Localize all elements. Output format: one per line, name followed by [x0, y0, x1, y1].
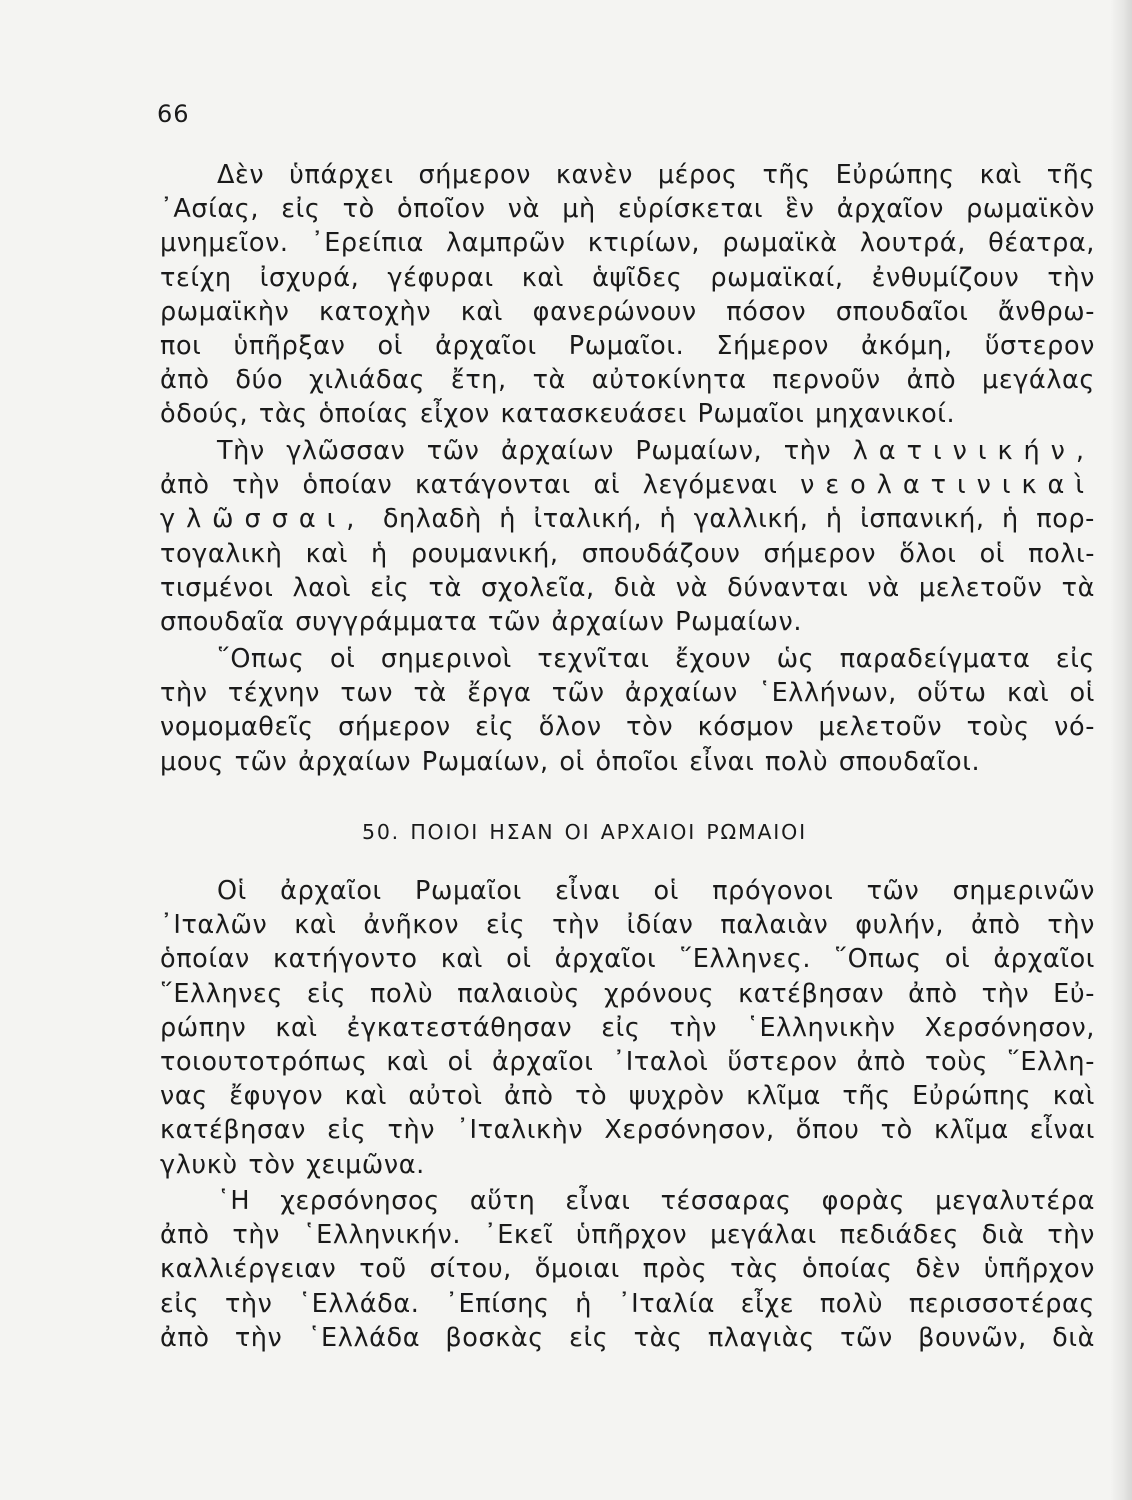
text-line: ἀπὸ τὴν ῾Ελλάδα βοσκὰς εἰς τὰς πλαγιὰς τῶν βουνῶν, διὰ — [160, 1322, 1095, 1353]
text-line: μους τῶν ἀρχαίων Ρωμαίων, οἱ ὁποῖοι εἶναι πολὺ σπουδαῖοι. — [160, 746, 981, 777]
spaced-emphasis: λατινικήν, — [852, 436, 1095, 466]
text-line — [160, 468, 1095, 502]
paragraph-roman-law — [160, 642, 1095, 779]
text-line: καλλιέργειαν τοῦ σίτου, ὅμοιαι πρὸς τὰς ὁποίας δὲν ὑπῆρχον — [160, 1254, 1095, 1285]
text-line: ὁποίαν κατήγοντο καὶ οἱ ἀρχαῖοι ῞Ελληνες. ῞Οπως οἱ ἀρχαῖοι — [160, 944, 1095, 975]
section-heading: 50. ΠΟΙΟΙ ΗΣΑΝ ΟΙ ΑΡΧΑΙΟΙ ΡΩΜΑΙΟΙ — [362, 820, 807, 844]
text-line: τισμένοι λαοὶ εἰς τὰ σχολεῖα, διὰ νὰ δύνανται νὰ μελετοῦν τὰ — [160, 572, 1095, 603]
text-line: κατέβησαν εἰς τὴν ᾿Ιταλικὴν Χερσόνησον, ὅπου τὸ κλῖμα εἶναι — [160, 1115, 1095, 1146]
text-line: ρώπην καὶ ἐγκατεστάθησαν εἰς τὴν ῾Ελληνικὴν Χερσόνησον, — [160, 1012, 1095, 1043]
text-line: ᾿Ιταλῶν καὶ ἀνῆκον εἰς τὴν ἰδίαν παλαιὰν φυλήν, ἀπὸ τὴν — [160, 910, 1095, 941]
text-line — [160, 434, 1095, 468]
text-line: ὁδούς, τὰς ὁποίας εἶχον κατασκευάσει Ρωμαῖοι μηχανικοί. — [160, 399, 956, 430]
paragraph-latin-language — [160, 434, 1095, 639]
spaced-emphasis: γλῶσσαι, — [160, 504, 366, 535]
page-number: 66 — [157, 100, 190, 128]
text-line: ρωμαϊκὴν κατοχὴν καὶ φανερώνουν πόσον σπουδαῖοι ἄνθρω- — [160, 296, 1095, 327]
text-segment: Τὴν γλῶσσαν τῶν ἀρχαίων Ρωμαίων, τὴν — [217, 436, 832, 466]
text-line: τογαλικὴ καὶ ἡ ρουμανική, σπουδάζουν σήμερον ὅλοι οἱ πολι- — [160, 538, 1095, 569]
text-segment: δηλαδὴ ἡ ἰταλική, ἡ γαλλική, ἡ ἰσπανική, ἡ πορ- — [382, 504, 1095, 535]
text-line: ῞Οπως οἱ σημερινοὶ τεχνῖται ἔχουν ὡς παραδείγματα εἰς — [217, 644, 1095, 674]
paragraph-roman-monuments — [160, 158, 1095, 432]
text-line: γλυκὺ τὸν χειμῶνα. — [160, 1149, 425, 1180]
text-line: νομομαθεῖς σήμερον εἰς ὅλον τὸν κόσμον μελετοῦν τοὺς νό- — [160, 712, 1095, 743]
text-line: ῾Η χερσόνησος αὕτη εἶναι τέσσαρας φορὰς μεγαλυτέρα — [217, 1186, 1095, 1216]
text-line: Δὲν ὑπάρχει σήμερον κανὲν μέρος τῆς Εὐρώπης καὶ τῆς — [217, 160, 1095, 190]
text-line: εἰς τὴν ῾Ελλάδα. ᾿Επίσης ἡ ᾿Ιταλία εἶχε πολὺ περισσοτέρας — [160, 1288, 1095, 1319]
text-line: τείχη ἰσχυρά, γέφυραι καὶ ἁψῖδες ρωμαϊκαί, ἐνθυμίζουν τὴν — [160, 262, 1095, 293]
text-line: Οἱ ἀρχαῖοι Ρωμαῖοι εἶναι οἱ πρόγονοι τῶν σημερινῶν — [217, 876, 1095, 906]
text-line: σπουδαῖα συγγράμματα τῶν ἀρχαίων Ρωμαίων. — [160, 606, 803, 637]
text-line: ποι ὑπῆρξαν οἱ ἀρχαῖοι Ρωμαῖοι. Σήμερον ἀκόμη, ὕστερον — [160, 330, 1095, 361]
text-line: νας ἔφυγον καὶ αὐτοὶ ἀπὸ τὸ ψυχρὸν κλῖμα τῆς Εὐρώπης καὶ — [160, 1081, 1095, 1112]
text-line: μνημεῖον. ᾿Ερείπια λαμπρῶν κτιρίων, ρωμαϊκὰ λουτρά, θέατρα, — [160, 228, 1095, 259]
text-segment: ἀπὸ τὴν ὁποίαν κατάγονται αἱ λεγόμεναι — [160, 470, 778, 501]
paragraph-italian-peninsula — [160, 1184, 1095, 1355]
text-line — [160, 502, 1095, 536]
page-edge-shadow — [1110, 0, 1132, 1500]
paragraph-ancient-romans — [160, 874, 1095, 1182]
text-line: ῞Ελληνες εἰς πολὺ παλαιοὺς χρόνους κατέβησαν ἀπὸ τὴν Εὐ- — [160, 978, 1095, 1009]
text-line: ᾿Ασίας, εἰς τὸ ὁποῖον νὰ μὴ εὑρίσκεται ἓν ἀρχαῖον ρωμαϊκὸν — [160, 194, 1095, 225]
text-line: ἀπὸ δύο χιλιάδας ἔτη, τὰ αὐτοκίνητα περνοῦν ἀπὸ μεγάλας — [160, 365, 1095, 396]
text-line: τὴν τέχνην των τὰ ἔργα τῶν ἀρχαίων ῾Ελλήνων, οὕτω καὶ οἱ — [160, 678, 1095, 709]
text-line: ἀπὸ τὴν ῾Ελληνικήν. ᾿Εκεῖ ὑπῆρχον μεγάλαι πεδιάδες διὰ τὴν — [160, 1220, 1095, 1251]
text-line: τοιουτοτρόπως καὶ οἱ ἀρχαῖοι ᾿Ιταλοὶ ὕστερον ἀπὸ τοὺς ῞Ελλη- — [160, 1046, 1095, 1077]
spaced-emphasis: νεολατινικαὶ — [800, 470, 1095, 501]
